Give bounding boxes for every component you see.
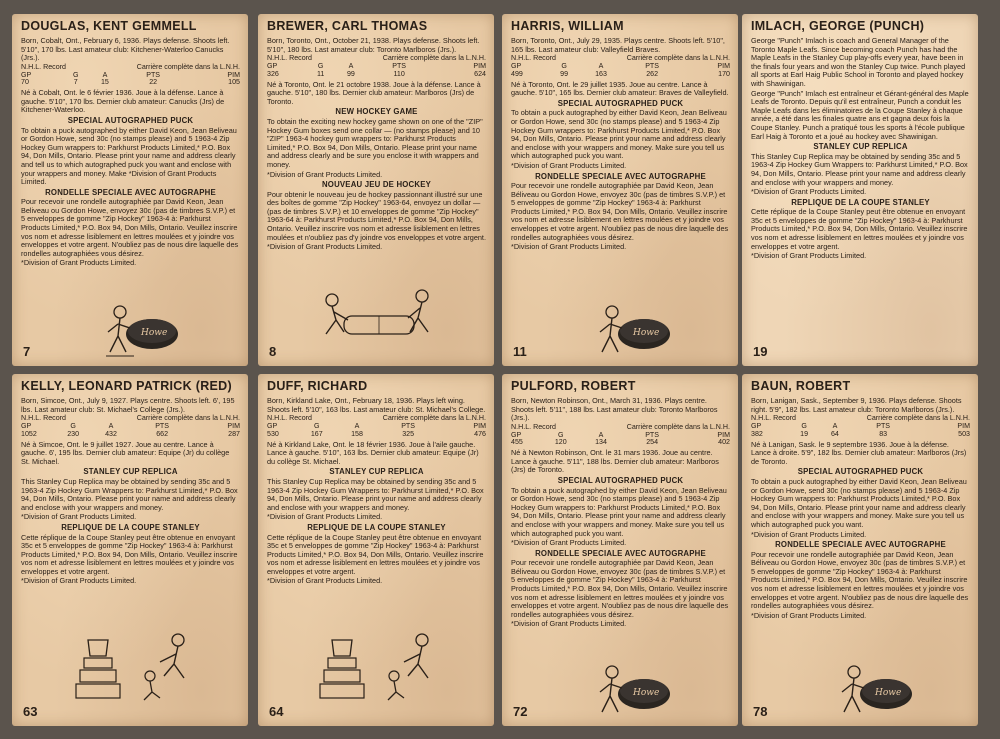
bio-fr: Né à Newton Robinson, Ont. le 31 mars 1936. Joue au centre. Lance à gauche. 5'11", 188 lbs. Dernier club amateur: Marlboros (Jrs) de Toronto. <box>511 448 719 475</box>
record-title-en: N.H.L. Record <box>267 414 312 423</box>
stat-value: 287 <box>228 429 240 438</box>
stat-header: GP <box>751 421 762 430</box>
stat-value: 99 <box>346 69 355 78</box>
bio-en: Born, Lanigan, Sask., September 9, 1936. Plays defense. Shoots right. 5'9", 182 lbs. Last amateur club: Toronto Marlboros (Jrs.). <box>751 396 962 414</box>
stat-header: G <box>70 421 76 430</box>
bio-en: Born, Cobalt, Ont., February 6, 1936. Plays defense. Shoots left. 5'10", 170 lbs. Last amateur club: Kitchener-Waterloo Canucks (Jrs.). <box>21 36 230 63</box>
card-text <box>21 397 240 587</box>
offer-fr: Cette réplique de la Coupe Stanley peut être obtenue en envoyant 35c et 5 enveloppes de gomme "Zip Hockey" 1963-4 à: Parkhurst Products Limited,* P.O. Box 94, Don Mills, Ontario. Veuillez inscrire vos nom et adresse lisiblement en lettres moulées et y joindre vos enveloppes et votre argent. <box>267 532 484 576</box>
record-table <box>21 64 240 87</box>
stat-value: 11 <box>316 69 325 78</box>
player-name: IMLACH, GEORGE (PUNCH) <box>751 19 925 33</box>
card-baun <box>742 374 978 726</box>
puck-signature: Howe <box>875 688 902 698</box>
record-title-fr: Carrière complète dans la L.N.H. <box>136 414 240 423</box>
offer-fr: Cette réplique de la Coupe Stanley peut être obtenue en envoyant 35c et 5 enveloppes de gomme "Zip Hockey" 1963-4 à: Parkhurst Products Limited,* P.O. Box 94, Don Mills, Ontario. Veuillez inscrire vos nom et adresse lisiblement en lettres moulées et y joindre vos enveloppes et votre argent. <box>751 207 968 251</box>
player-name: BREWER, CARL THOMAS <box>267 19 428 33</box>
stat-header: PTS <box>645 430 659 439</box>
stat-header: A <box>832 421 838 430</box>
stat-value: 167 <box>310 429 323 438</box>
offer-fr: Pour recevoir une rondelle autographiée par David Keon, Jean Béliveau ou Gordon Howe, envoyez 30c (pas de timbres S.V.P.) et 5 enveloppes de gomme "Zip Hockey" 1963-4 à: Parkhurst Products Limited,* P.O. Box 94, Don Mills, Ontario. Veuillez inscrire vos nom et adresse lisiblement en lettres moulées et y joindre vos enveloppes et votre argent. N'oubliez pas de nous dire laquelle des rondelles autographiées vous désirez. <box>511 558 729 619</box>
card-number: 7 <box>23 344 31 359</box>
footer-note-fr: *Division of Grant Products Limited. <box>267 242 383 252</box>
hockey-game-illustration <box>318 286 438 352</box>
offer-title-fr: RONDELLE SPECIALE AVEC AUTOGRAPHE <box>535 171 706 181</box>
stat-value: 230 <box>67 429 80 438</box>
footer-note-fr: *Division of Grant Products Limited. <box>267 576 383 586</box>
offer-title-fr: RONDELLE SPECIALE AVEC AUTOGRAPHE <box>535 548 706 558</box>
card-number: 64 <box>269 704 284 719</box>
offer-fr: Cette réplique de la Coupe Stanley peut être obtenue en envoyant 35c et 5 enveloppes de gomme "Zip Hockey" 1963-4 à: Parkhurst Products Limited,* P.O. Box 94, Don Mills, Ontario. Veuillez inscrire vos nom et adresse lisiblement en lettres moulées et y joindre vos enveloppes et votre argent. <box>21 532 238 576</box>
offer-title-fr: RONDELLE SPECIALE AVEC AUTOGRAPHE <box>45 187 216 197</box>
offer-title-en: STANLEY CUP REPLICA <box>329 467 424 477</box>
player-with-puck-illustration <box>596 660 676 720</box>
stanley-cup-illustration <box>60 632 210 704</box>
card-number: 63 <box>23 704 38 719</box>
puck-signature: Howe <box>633 688 660 698</box>
stat-value: 624 <box>474 69 486 78</box>
record-title-fr: Carrière complète dans la L.N.H. <box>866 414 970 423</box>
record-title-fr: Carrière complète dans la L.N.H. <box>382 414 486 423</box>
stat-header: GP <box>267 421 278 430</box>
stat-header: GP <box>267 61 278 70</box>
stat-header: PTS <box>155 421 169 430</box>
stat-value: 499 <box>511 69 523 78</box>
record-title-en: N.H.L. Record <box>267 54 312 63</box>
card-duff <box>258 374 494 726</box>
bio-en: Born, Simcoe, Ont., July 9, 1927. Plays centre. Shoots left. 6', 195 lbs. Last amateur club: St. Michael's College (Jrs.). <box>21 396 235 414</box>
footer-note: *Division of Grant Products Limited. <box>21 258 137 268</box>
offer-en: To obtain a puck autographed by either David Keon, Jean Beliveau or Gordon Howe, send 30c (no stamps please) and 5 1963-4 Zip Hockey Gum wrappers to: Parkhurst Products Limited,* P.O. Box 94, Don Mills, Ontario. Please print your name and address clearly and enclose with your wrappers and money. Make sure you tell us which autographed puck you want. <box>751 476 967 529</box>
stat-header: G <box>314 421 320 430</box>
puck-signature: Howe <box>141 328 168 338</box>
footer-note-fr: *Division of Grant Products Limited. <box>751 610 867 620</box>
footer-note-fr: *Division of Grant Products Limited. <box>511 619 627 629</box>
stat-value: 22 <box>149 78 158 87</box>
player-name: BAUN, ROBERT <box>751 379 851 393</box>
offer-title-en: NEW HOCKEY GAME <box>335 107 418 117</box>
offer-title-fr: REPLIQUE DE LA COUPE STANLEY <box>307 522 446 532</box>
stat-value: 455 <box>511 438 523 447</box>
stat-header: GP <box>511 430 522 439</box>
stat-value: 70 <box>21 78 29 87</box>
stat-value: 432 <box>105 429 117 438</box>
stat-header: A <box>598 61 604 70</box>
stat-value: 15 <box>100 78 109 87</box>
card-douglas <box>12 14 248 366</box>
bio-fr: Né à Cobalt, Ont. le 6 février 1936. Joue à la défense. Lance à gauche. 5'10", 170 lbs. Dernier club amateur: Canucks (Jrs) de Kitchener-Waterloo. <box>21 88 225 115</box>
offer-fr: Pour obtenir le nouveau jeu de hockey passionnant illustré sur une des boîtes de gomme "Zip Hockey" 1963-64, envoyez un dollar — (pas de timbres S.V.P.) et 10 enveloppes de gomme "Zip Hockey" 1963-64 à: Parkhurst Products Limited,* P.O. Box 94, Don Mills, Ontario. Veuillez inscrire vos nom et adresse lisiblement en lettres moulées et n'oubliez pas d'y joindre vos enveloppes et votre argent. <box>267 189 486 242</box>
record-table <box>511 55 730 78</box>
bio-fr: Né à Kirkland Lake, Ont. le 18 février 1936. Joue à l'aile gauche. Lance à gauche. 5'10", 163 lbs. Dernier club amateur: Equipe (Jr) du collège St. Michael. <box>267 439 479 466</box>
stat-value: 110 <box>393 69 405 78</box>
stat-header: A <box>348 61 354 70</box>
player-name: DOUGLAS, KENT GEMMELL <box>21 19 197 33</box>
offer-en: This Stanley Cup Replica may be obtained by sending 35c and 5 1963-4 Zip Hockey Gum Wrappers to: Parkhurst Limited,* P.O. Box 94, Don Mills, Ontario. Please print your name and address clearly and enclose with your wrappers and money. <box>751 151 968 187</box>
stat-value: 402 <box>718 438 730 447</box>
stat-header: PTS <box>645 61 659 70</box>
card-text <box>511 37 730 253</box>
player-name: DUFF, RICHARD <box>267 379 368 393</box>
stat-value: 64 <box>830 429 839 438</box>
stat-header: GP <box>21 70 32 79</box>
stat-value: 170 <box>718 69 730 78</box>
stat-header: GP <box>21 421 32 430</box>
stat-header: A <box>598 430 604 439</box>
stat-value: 19 <box>800 429 809 438</box>
record-title-fr: Carrière complète dans la L.N.H. <box>626 54 730 63</box>
stat-value: 105 <box>228 78 240 87</box>
offer-en: To obtain a puck autographed by either David Keon, Jean Beliveau or Gordon Howe, send 30c (no stamps please) and 5 1963-4 Zip Hockey Gum wrappers to: Parkhurst Products Limited,* P.O. Box 94, Don Mills, Ontario. Please print your name and address clearly and enclose with your wrappers and money. Make sure you tell us which autographed puck you want. <box>511 108 727 161</box>
record-title-fr: Carrière complète dans la L.N.H. <box>626 422 730 431</box>
card-brewer <box>258 14 494 366</box>
bio-fr: George "Punch" Imlach est entraîneur et Gérant-général des Maple Leafs de Toronto. Depuis qu'il est entraîneur, Punch a conduit les Maple Leafs dans les éliminatoires de la Coupe Stanley à chaque année, a été dans les finales quatre ans et gagna deux fois la Coupe Stanley. Punch a pratiqué tous les sports à l'école publique Earl Haig à Toronto et a joué au hockey avec Shawinigan. <box>751 88 969 141</box>
offer-en: This Stanley Cup Replica may be obtained by sending 35c and 5 1963-4 Zip Hockey Gum Wrappers to: Parkhurst Limited,* P.O. Box 94, Don Mills, Ontario. Please print your name and address clearly and enclose with your wrappers and money. <box>21 476 238 512</box>
offer-title-fr: REPLIQUE DE LA COUPE STANLEY <box>61 522 200 532</box>
stat-header: G <box>72 70 79 79</box>
record-title-en: N.H.L. Record <box>511 54 556 63</box>
bio-en: Born, Newton Robinson, Ont., March 31, 1936. Plays centre. Shoots left. 5'11", 188 lbs. Last amateur club: Toronto Marlboros (Jrs.). <box>511 396 718 423</box>
stat-value: 163 <box>595 69 607 78</box>
footer-note-fr: *Division of Grant Products Limited. <box>751 251 867 261</box>
offer-title-en: STANLEY CUP REPLICA <box>813 142 908 152</box>
stat-header: G <box>801 421 807 430</box>
player-with-puck-illustration <box>838 660 918 720</box>
card-pulford <box>502 374 738 726</box>
footer-note-fr: *Division of Grant Products Limited. <box>511 242 627 252</box>
record-table <box>267 415 486 438</box>
bio-fr: Né à Lanigan, Sask. le 9 septembre 1936. Joue à la défense. Lance à droite. 5'9", 182 lbs. Dernier club amateur: Marlboros (Jrs) de Toronto. <box>751 439 967 466</box>
record-table <box>511 424 730 447</box>
stat-value: 254 <box>646 438 659 447</box>
offer-title-fr: NOUVEAU JEU DE HOCKEY <box>321 180 432 190</box>
stat-value: 476 <box>474 429 486 438</box>
offer-title-en: SPECIAL AUTOGRAPHED PUCK <box>557 475 684 485</box>
footer-note: *Division of Grant Products Limited. <box>751 187 867 197</box>
bio-fr: Né à Toronto, Ont. le 21 octobre 1938. Joue à la défense. Lance à gauche. 5'10", 180 lbs. Dernier club amateur: Marlboros (Jrs) de Toronto. <box>267 79 481 106</box>
stat-header: G <box>317 61 324 70</box>
player-with-puck-illustration <box>596 300 676 360</box>
stat-header: PTS <box>401 421 415 430</box>
offer-title-en: SPECIAL AUTOGRAPHED PUCK <box>557 98 684 108</box>
footer-note: *Division of Grant Products Limited. <box>511 160 627 170</box>
card-harris <box>502 14 738 366</box>
stat-value: 662 <box>156 429 169 438</box>
stat-value: 134 <box>595 438 607 447</box>
record-title-fr: Carrière complète dans la L.N.H. <box>136 62 240 71</box>
footer-note: *Division of Grant Products Limited. <box>267 169 383 179</box>
bio-fr: Né à Toronto, Ont. le 29 juillet 1935. Joue au centre. Lance à gauche. 5'10", 165 lbs. Dernier club amateur: Braves de Valleyfield. <box>511 79 729 98</box>
stat-value: 83 <box>879 429 888 438</box>
stat-header: PIM <box>717 430 730 439</box>
stat-value: 1052 <box>21 429 37 438</box>
stat-header: PIM <box>227 70 240 79</box>
bio-en: Born, Toronto, Ont., July 29, 1935. Plays centre. Shoots left. 5'10", 165 lbs. Last amateur club: Valleyfield Braves. <box>511 36 725 54</box>
stat-header: A <box>354 421 360 430</box>
stat-header: A <box>102 70 108 79</box>
card-number: 11 <box>513 344 527 359</box>
offer-en: To obtain a puck autographed by either David Keon, Jean Beliveau or Gordon Howe, send 30c (no stamps please) and 5 1963-4 Zip Hockey Gum wrappers to: Parkhurst Products Limited,* P.O. Box 94, Don Mills, Ontario. Please print your name and address clearly and enclose with your wrappers and money. Make sure you tell us which autographed puck you want. <box>511 485 727 538</box>
offer-en: To obtain the exciting new hockey game shown on one of the "ZIP" Hockey Gum boxes send one collar — (no stamps please) and 10 "ZIP" 1963-4 hockey gum wrappers to: Parkhurst Products Limited,* P.O. Box 94, Don Mills, Ontario. Please print your name and address clearly and be sure you enclose it with wrappers and money. <box>267 116 483 169</box>
bio-en: Born, Toronto, Ont., October 21, 1938. Plays defense. Shoots left. 5'10", 180 lbs. Last amateur club: Toronto Marlboros (Jrs.). <box>267 36 480 54</box>
record-table <box>267 55 486 78</box>
footer-note: *Division of Grant Products Limited. <box>511 538 627 548</box>
record-title-en: N.H.L. Record <box>511 422 556 431</box>
stat-header: PIM <box>227 421 240 430</box>
card-imlach <box>742 14 978 366</box>
player-name: HARRIS, WILLIAM <box>511 19 624 33</box>
stat-value: 99 <box>560 69 569 78</box>
record-title-en: N.H.L. Record <box>751 414 796 423</box>
bio-en: Born, Kirkland Lake, Ont., February 18, 1936. Plays left wing. Shoots left. 5'10", 163 lbs. Last amateur club: St. Michael's College. <box>267 396 486 414</box>
stat-value: 262 <box>646 69 659 78</box>
stat-header: PTS <box>146 70 161 79</box>
footer-note: *Division of Grant Products Limited. <box>21 512 137 522</box>
offer-title-en: SPECIAL AUTOGRAPHED PUCK <box>67 115 194 125</box>
stat-header: PTS <box>392 61 407 70</box>
footer-note: *Division of Grant Products Limited. <box>267 512 383 522</box>
stat-value: 530 <box>267 429 279 438</box>
stat-header: PIM <box>473 61 486 70</box>
stat-header: PTS <box>876 421 891 430</box>
card-text <box>267 397 486 587</box>
card-text <box>21 37 240 269</box>
player-with-puck-illustration <box>104 300 184 360</box>
stat-header: G <box>558 430 564 439</box>
footer-note-fr: *Division of Grant Products Limited. <box>21 576 137 586</box>
stanley-cup-illustration <box>304 632 454 704</box>
stat-value: 503 <box>958 429 970 438</box>
record-title-en: N.H.L. Record <box>21 414 66 423</box>
offer-title-en: STANLEY CUP REPLICA <box>83 467 178 477</box>
card-text <box>267 37 486 253</box>
puck-signature: Howe <box>633 328 660 338</box>
offer-title-fr: RONDELLE SPECIALE AVEC AUTOGRAPHE <box>775 540 946 550</box>
card-text <box>751 37 970 262</box>
card-text <box>751 397 970 621</box>
stat-header: PIM <box>717 61 730 70</box>
offer-title-en: SPECIAL AUTOGRAPHED PUCK <box>797 467 924 477</box>
record-table <box>21 415 240 438</box>
bio-en: George "Punch" Imlach is coach and General Manager of the Toronto Maple Leafs. Since becoming coach Punch has had the Maple Leafs in the Stanley Cup play-offs every year, have been in the finals four years and won the Stanley Cup twice. Punch played all sports at Earl Haig Public School in Toronto and played hockey with Shawinigan. <box>751 36 966 88</box>
player-name: PULFORD, ROBERT <box>511 379 636 393</box>
stat-value: 325 <box>402 429 415 438</box>
stat-header: G <box>561 61 567 70</box>
record-title-fr: Carrière complète dans la L.N.H. <box>382 54 486 63</box>
offer-en: This Stanley Cup Replica may be obtained by sending 35c and 5 1963-4 Zip Hockey Gum Wrappers to: Parkhurst Limited,* P.O. Box 94, Don Mills, Ontario. Please print your name and address clearly and enclose with your wrappers and money. <box>267 476 484 512</box>
offer-en: To obtain a puck autographed by either David Keon, Jean Beliveau or Gordon Howe, send 30c (no stamps please) and 5 1963-4 Zip Hockey Gum wrappers to: Parkhurst Products Limited,* P.O. Box 94, Don Mills, Ontario. Please print your name and address clearly and tell us to which autographed puck you want and enclose with your wrappers and money. Make *Division of Grant Products Limited. <box>21 125 237 187</box>
card-number: 8 <box>269 344 277 359</box>
card-number: 78 <box>753 704 768 719</box>
bio-fr: Né à Simcoe, Ont. le 9 juillet 1927. Joue au centre. Lance à gauche. 6', 195 lbs. Dernier club amateur: Equipe (Jr) du collège St. Michael. <box>21 439 230 466</box>
stat-value: 120 <box>554 438 567 447</box>
stat-header: PIM <box>473 421 486 430</box>
offer-fr: Pour recevoir une rondelle autographiée par David Keon, Jean Beliveau ou Gordon Howe, envoyez 30c (pas de timbres S.V.P.) et 5 enveloppes de gomme "Zip Hockey" 1963-4 à: Parkhurst Products Limited,* P.O. Box 94, Don Mills, Ontario. Veuillez inscrire vos nom et adresse lisiblement en lettres moulées et y joindre vos enveloppes et votre argent. N'oubliez pas de nous dire laquelle des rondelles autographiées vous désirez. <box>21 197 239 258</box>
record-title-en: N.H.L. Record <box>21 62 66 71</box>
card-number: 19 <box>753 344 768 359</box>
stat-header: GP <box>511 61 522 70</box>
record-table <box>751 415 970 438</box>
stat-value: 7 <box>73 78 78 87</box>
offer-fr: Pour recevoir une rondelle autographiée par David Keon, Jean Béliveau ou Gordon Howe, envoyez 30c (pas de timbres S.V.P.) et 5 enveloppes de gomme "Zip Hockey" 1963-4 à: Parkhurst Products Limited,* P.O. Box 94, Don Mills, Ontario. Veuillez inscrire vos nom et adresse lisiblement en lettres moulées et y joindre vos enveloppes et votre argent. N'oubliez pas de nous dire laquelle des rondelles autographiées vous désirez. <box>511 181 729 242</box>
player-name: KELLY, LEONARD PATRICK (RED) <box>21 379 232 393</box>
footer-note: *Division of Grant Products Limited. <box>751 529 867 539</box>
card-kelly <box>12 374 248 726</box>
offer-title-fr: REPLIQUE DE LA COUPE STANLEY <box>791 197 930 207</box>
stat-value: 326 <box>267 69 279 78</box>
stat-header: PIM <box>957 421 970 430</box>
stat-value: 382 <box>751 429 763 438</box>
card-number: 72 <box>513 704 528 719</box>
offer-fr: Pour recevoir une rondelle autographiée par David Keon, Jean Béliveau ou Gordon Howe, envoyez 30c (pas de timbres S.V.P.) et 5 enveloppes de gomme "Zip Hockey" 1963-4 à: Parkhurst Products Limited,* P.O. Box 94, Don Mills, Ontario. Veuillez inscrire vos nom et adresse lisiblement en lettres moulées et y joindre vos enveloppes et votre argent. N'oubliez pas de nous dire laquelle des rondelles autographiées vous désirez. <box>751 549 969 611</box>
stat-value: 158 <box>351 429 363 438</box>
stat-header: A <box>108 421 114 430</box>
card-text <box>511 397 730 630</box>
